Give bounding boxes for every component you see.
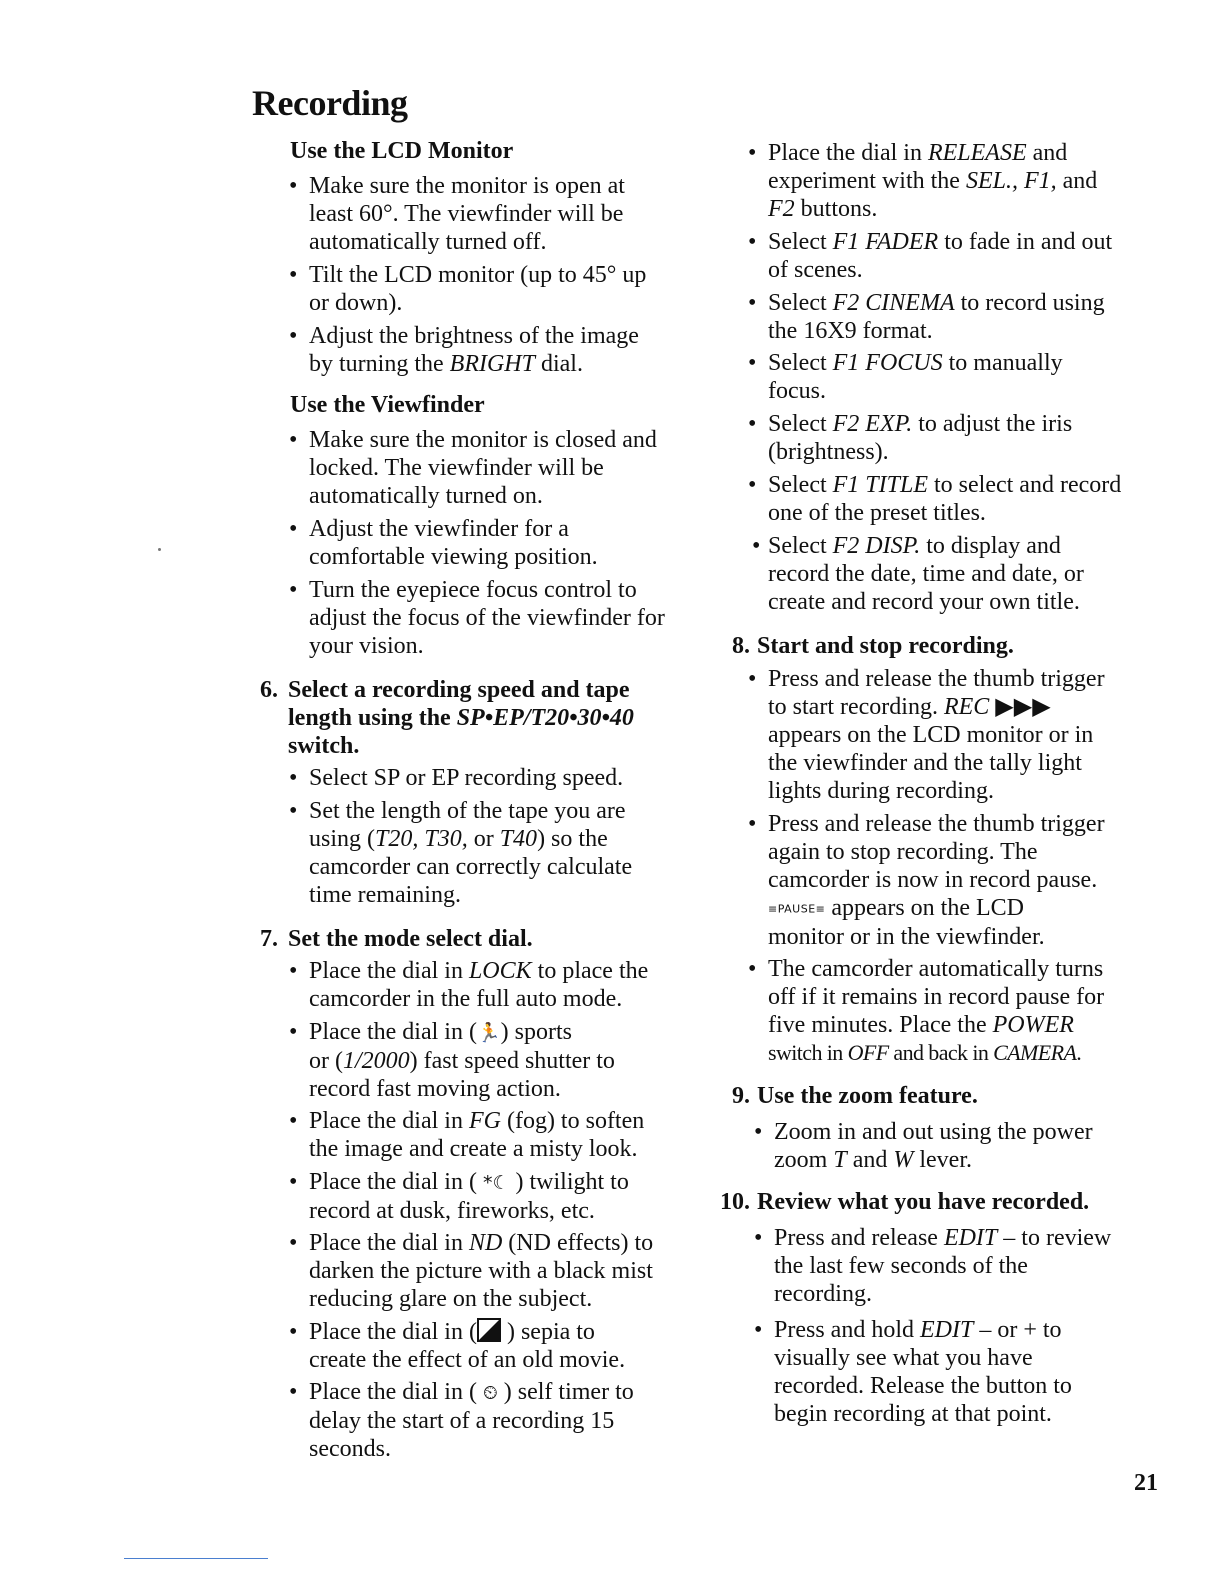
bullet-icon: •: [289, 1108, 298, 1134]
bullet-icon: •: [748, 411, 757, 437]
rec-indicator: REC ▶▶▶: [943, 694, 1051, 720]
bullet-icon: •: [748, 290, 757, 316]
step-9-bullet-zoom: • Zoom in and out using the power zoom T and W lever.: [754, 1119, 1093, 1173]
release-bullet-title: • Select F1 TITLE to select and record one of the preset titles.: [748, 472, 1122, 526]
bullet-icon: •: [748, 350, 757, 376]
step-10-bullet-review: • Press and release EDIT – to review the last few seconds of the recording.: [754, 1225, 1112, 1307]
lcd-heading: Use the LCD Monitor: [290, 138, 514, 164]
bullet-icon: •: [289, 516, 298, 542]
step-6-bullet-2: • Set the length of the tape you are using (T20, T30, or T40) so the camcorder can correctly calculate time remaining.: [289, 798, 633, 908]
step-8-heading: 8. Start and stop recording.: [732, 633, 1014, 659]
release-bullet-fader: • Select F1 FADER to fade in and out of scenes.: [748, 229, 1113, 283]
self-timer-icon: ⏲: [482, 1382, 498, 1404]
step-8-bullet-auto-off: • The camcorder automatically turns off if it remains in record pause for five minutes. Place the POWER switch in OFF and back in CAMERA.: [748, 956, 1105, 1065]
step-10-bullet-hold: • Press and hold EDIT – or + to visually see what you have recorded. Release the button to begin recording at that point.: [754, 1317, 1072, 1427]
lcd-bullet-2: • Tilt the LCD monitor (up to 45° up or down).: [289, 262, 647, 316]
vf-bullet-3: • Turn the eyepiece focus control to adjust the focus of the viewfinder for your vision.: [289, 577, 665, 659]
page-number: 21: [1134, 1470, 1158, 1496]
bullet-icon: •: [754, 1225, 763, 1251]
sports-mode-icon: 🏃: [476, 1022, 501, 1044]
release-bullet-cinema: • Select F2 CINEMA to record using the 16X9 format.: [748, 290, 1105, 344]
bullet-icon: •: [748, 140, 757, 166]
bullet-icon: •: [289, 1169, 298, 1195]
step-8-bullet-start: • Press and release the thumb trigger to start recording. REC ▶▶▶ appears on the LCD monitor or in the viewfinder and the tally light lights during recording.: [748, 666, 1105, 804]
step-8-bullet-stop: • Press and release the thumb trigger again to stop recording. The camcorder is now in record pause. ≡PAUSE≡ appears on the LCD monitor or in the viewfinder.: [748, 811, 1105, 951]
bullet-icon: •: [748, 472, 757, 498]
bullet-icon: •: [754, 1317, 763, 1343]
twilight-icon: *☾: [482, 1172, 510, 1194]
bullet-icon: •: [748, 956, 757, 982]
vf-bullet-1: • Make sure the monitor is closed and locked. The viewfinder will be automatically turned on.: [289, 427, 657, 509]
step-7-bullet-fog: • Place the dial in FG (fog) to soften the image and create a misty look.: [289, 1108, 645, 1162]
release-bullet-exp: • Select F2 EXP. to adjust the iris (brightness).: [748, 411, 1073, 465]
bullet-icon: •: [289, 323, 298, 349]
bullet-icon: •: [289, 798, 298, 824]
release-bullet-disp: • Select F2 DISP. to display and record the date, time and date, or create and record your own title.: [752, 533, 1084, 615]
step-7-bullet-sepia: • Place the dial in ( ) sepia to create the effect of an old movie.: [289, 1319, 626, 1373]
bullet-icon: •: [289, 262, 298, 288]
bullet-icon: •: [289, 1319, 298, 1345]
step-6-heading: 6. Select a recording speed and tape length using the SP•EP/T20•30•40 switch.: [260, 677, 634, 759]
bullet-icon: •: [748, 666, 757, 692]
bullet-icon: •: [748, 229, 757, 255]
release-bullet-1: • Place the dial in RELEASE and experiment with the SEL., F1, and F2 buttons.: [748, 140, 1098, 222]
step-7-bullet-twilight: • Place the dial in ( *☾ ) twilight to record at dusk, fireworks, etc.: [289, 1169, 629, 1224]
bullet-icon: •: [289, 1230, 298, 1256]
step-7-bullet-lock: • Place the dial in LOCK to place the camcorder in the full auto mode.: [289, 958, 649, 1012]
pause-indicator: ≡PAUSE≡: [768, 902, 826, 916]
step-9-heading: 9. Use the zoom feature.: [732, 1083, 978, 1109]
bullet-icon: •: [289, 577, 298, 603]
step-7-bullet-nd: • Place the dial in ND (ND effects) to darken the picture with a black mist reducing glare on the subject.: [289, 1230, 654, 1312]
step-7-bullet-sports: • Place the dial in (🏃) sports or (1/2000) fast speed shutter to record fast moving action.: [289, 1019, 615, 1102]
bullet-icon: •: [289, 1019, 298, 1045]
bullet-icon: •: [289, 173, 298, 199]
bullet-icon: •: [752, 533, 761, 559]
step-7-heading: 7. Set the mode select dial.: [260, 926, 533, 952]
scan-speck: [158, 548, 161, 551]
step-7-bullet-self-timer: • Place the dial in ( ⏲ ) self timer to delay the start of a recording 15 seconds.: [289, 1379, 634, 1462]
step-6-bullet-1: • Select SP or EP recording speed.: [289, 765, 624, 791]
bullet-icon: •: [754, 1119, 763, 1145]
sepia-icon: [477, 1318, 501, 1342]
bullet-icon: •: [289, 1379, 298, 1405]
release-bullet-focus: • Select F1 FOCUS to manually focus.: [748, 350, 1063, 404]
lcd-bullet-1: • Make sure the monitor is open at least 60°. The viewfinder will be automatically turned off.: [289, 173, 625, 255]
step-10-heading: 10. Review what you have recorded.: [720, 1189, 1090, 1215]
lcd-bullet-3: • Adjust the brightness of the image by turning the BRIGHT dial.: [289, 323, 639, 377]
footer-rule: [124, 1558, 268, 1559]
bullet-icon: •: [748, 811, 757, 837]
bullet-icon: •: [289, 765, 298, 791]
vf-bullet-2: • Adjust the viewfinder for a comfortable viewing position.: [289, 516, 598, 570]
viewfinder-heading: Use the Viewfinder: [290, 392, 485, 418]
bullet-icon: •: [289, 427, 298, 453]
bullet-icon: •: [289, 958, 298, 984]
page-title: Recording: [252, 83, 408, 123]
